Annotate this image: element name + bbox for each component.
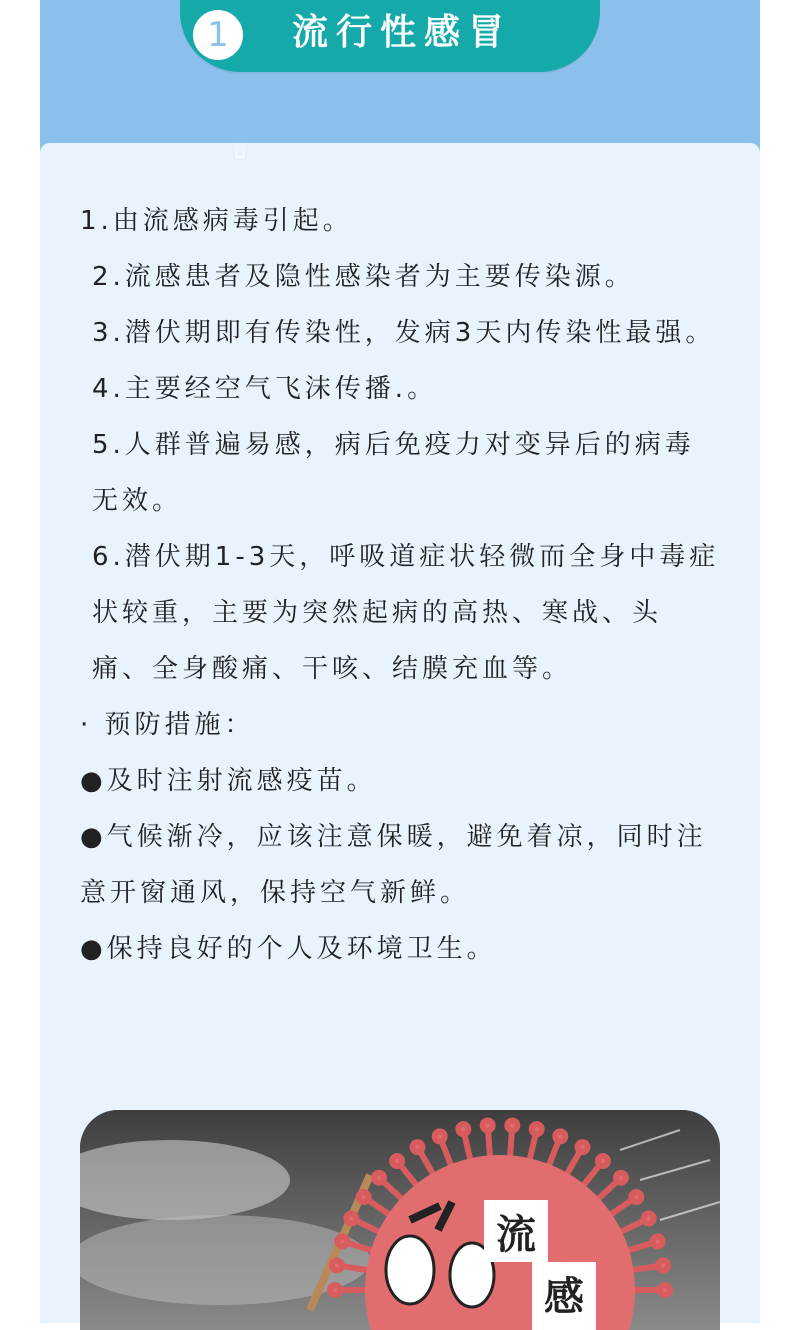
paragraph-1: 1.由流感病毒引起。	[80, 206, 353, 236]
virus-label-2: 感	[544, 1274, 584, 1320]
virus-spike-tip	[332, 1260, 342, 1270]
virus-spike-tip	[578, 1142, 588, 1152]
prevention-item-1: ●及时注射流感疫苗。	[80, 766, 377, 796]
paragraph-3: 3.潜伏期即有传染性，发病3天内传染性最强。	[92, 318, 716, 348]
virus-spike-tip	[598, 1156, 608, 1166]
virus-label-1: 流	[496, 1212, 536, 1258]
virus-spike-tip	[483, 1120, 493, 1130]
decorative-tick	[236, 143, 244, 158]
virus-spike-tip	[413, 1142, 423, 1152]
flu-virus-illustration	[80, 1110, 720, 1330]
virus-spike-tip	[532, 1124, 542, 1134]
virus-spike-tip	[658, 1260, 668, 1270]
cloud-lower	[80, 1215, 370, 1305]
virus-spike-tip	[435, 1131, 445, 1141]
prevention-item-2: ●气候渐冷，应该注意保暖，避免着凉，同时注意开窗通风，保持空气新鲜。	[80, 822, 707, 908]
virus-spike-tip	[653, 1236, 663, 1246]
paragraph-2: 2.流感患者及隐性感染者为主要传染源。	[92, 262, 635, 292]
virus-spike-tip	[374, 1173, 384, 1183]
virus-spike-tip	[458, 1124, 468, 1134]
virus-spike-tip	[346, 1213, 356, 1223]
virus-cartoon	[80, 1110, 720, 1330]
paragraph-4: 4.主要经空气飞沫传播.。	[92, 374, 438, 404]
paragraph-6: 6.潜伏期1-3天，呼吸道症状轻微而全身中毒症状较重，主要为突然起病的高热、寒战、头痛、全身酸痛、干咳、结膜充血等。	[92, 542, 720, 684]
virus-spike-tip	[330, 1285, 340, 1295]
prevention-item-3: ●保持良好的个人及环境卫生。	[80, 934, 497, 964]
virus-eye-left	[386, 1236, 434, 1304]
virus-spike-tip	[644, 1213, 654, 1223]
virus-spike-tip	[555, 1131, 565, 1141]
virus-spike-tip	[337, 1236, 347, 1246]
section-number-badge: 1	[193, 10, 243, 60]
virus-spike-tip	[507, 1120, 517, 1130]
article-body	[80, 193, 720, 977]
prevention-heading: · 预防措施：	[80, 710, 255, 740]
paragraph-5: 5.人群普遍易感，病后免疫力对变异后的病毒无效。	[92, 430, 695, 516]
virus-spike-tip	[392, 1156, 402, 1166]
virus-spike-tip	[631, 1192, 641, 1202]
section-title: 流行性感冒	[292, 12, 513, 53]
virus-spike-tip	[359, 1192, 369, 1202]
virus-spike-tip	[660, 1285, 670, 1295]
virus-spike-tip	[616, 1173, 626, 1183]
